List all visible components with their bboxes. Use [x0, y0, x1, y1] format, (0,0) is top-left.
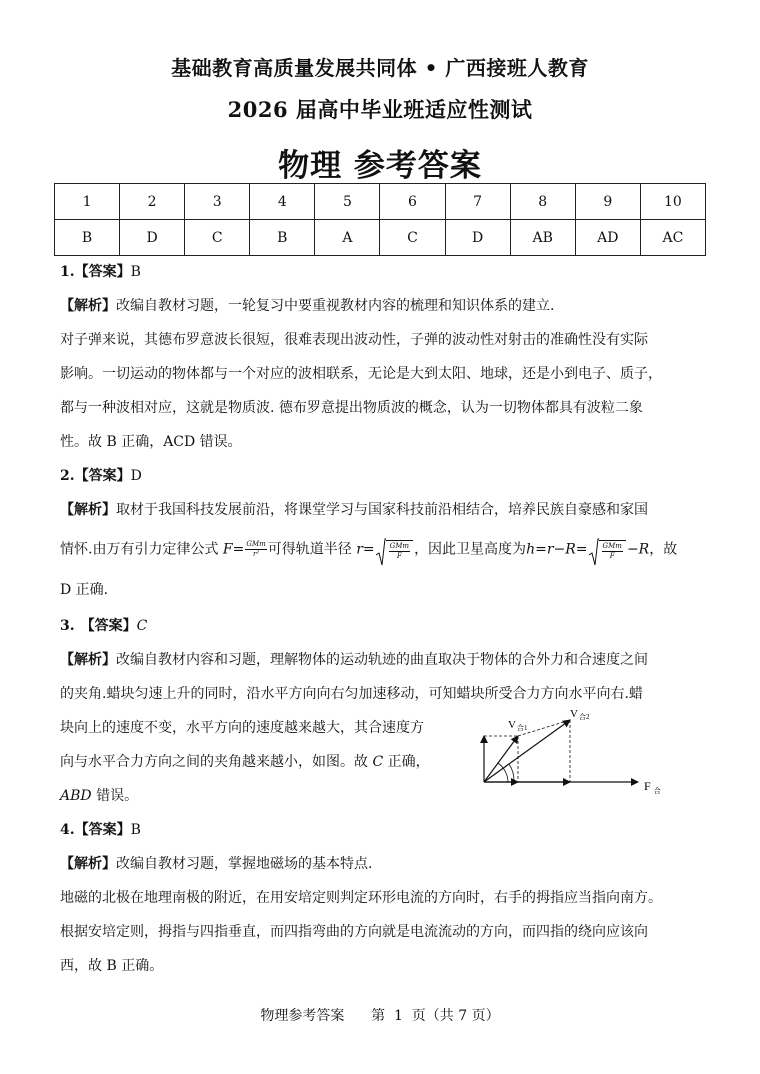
q1-analysis-line-1 — [60, 296, 710, 316]
velocity-vector-diagram — [478, 708, 718, 800]
q3-answer-heading — [60, 616, 710, 636]
q3-answer-value: C — [136, 618, 148, 634]
q2-analysis-tag: 【解析】 — [60, 502, 116, 518]
q1-analysis-tag: 【解析】 — [60, 298, 116, 314]
q2-text-b: 可得轨道半径 — [267, 541, 357, 558]
question-number-cell: 5 — [315, 184, 380, 220]
q3-text-b: 正确， — [383, 754, 430, 770]
q1-number: 1. — [60, 264, 75, 280]
q4-analysis-line-1 — [60, 854, 710, 874]
q2-text-d: ，故 — [649, 541, 678, 558]
page-footer: 物理参考答案 第 1 页（共 7 页） — [260, 1008, 500, 1024]
resultant-velocity-1-arrow — [484, 736, 518, 782]
q2-analysis-line-1 — [60, 500, 710, 520]
exam-title: 2026 届高中毕业班适应性测试 — [227, 97, 533, 122]
q2-sqrt-fraction — [389, 542, 410, 561]
answer-cell: AB — [510, 220, 575, 256]
q2-eq-f: F — [222, 541, 233, 558]
q1-analysis-line-4: 都与一种波相对应，这就是物质波. 德布罗意提出物质波的概念，认为一切物体都具有波粒二象 — [60, 400, 643, 416]
q2-answer-heading — [60, 466, 710, 486]
force-label: F $_合$ — [644, 779, 661, 795]
v1-label: V合1 — [508, 719, 528, 732]
q1-analysis-line-5: 性。故 B 正确，ACD 错误。 — [60, 434, 242, 450]
q2-analysis-text: 取材于我国科技发展前沿，将课堂学习与国家科技前沿相结合，培养民族自豪感和家国 — [116, 502, 648, 518]
question-number-cell: 1 — [55, 184, 120, 220]
q2-analysis-line-3: D 正确. — [60, 582, 109, 598]
q2-number: 2. — [60, 468, 75, 484]
answer-cell: B — [250, 220, 315, 256]
answer-table-answer-row — [55, 220, 706, 256]
answer-cell: D — [120, 220, 185, 256]
q2-eq-sign: = — [232, 541, 245, 558]
q2-answer-tag: 【答案】 — [74, 468, 131, 484]
q3-wrong-options: ABD — [60, 788, 92, 804]
q2-eq-mid: =r−R= — [535, 541, 588, 558]
q1-answer-heading — [60, 262, 710, 282]
answer-table — [54, 183, 706, 256]
q3-analysis-line-1 — [60, 650, 710, 670]
q2-eq-h: h — [526, 541, 536, 558]
question-number-cell: 10 — [640, 184, 705, 220]
q3-text-a: 向与水平合力方向之间的夹角越来越小，如图。故 — [60, 754, 373, 770]
answer-cell: AC — [640, 220, 705, 256]
q2-fraction-gmm-r2 — [245, 540, 266, 559]
q2-eq-minus-r: −R — [626, 541, 650, 558]
question-number-cell: 4 — [250, 184, 315, 220]
q2-answer-value: D — [130, 468, 142, 484]
q3-analysis-tag: 【解析】 — [60, 652, 116, 668]
question-number-cell: 2 — [120, 184, 185, 220]
q2-text-c: ，因此卫星高度为 — [414, 541, 527, 558]
q1-analysis-line-2: 对子弹来说，其德布罗意波长很短，很难表现出波动性，子弹的波动性对射击的准确性没有实际 — [60, 332, 648, 348]
q4-answer-tag: 【答案】 — [74, 822, 131, 838]
answer-table-number-row — [55, 184, 706, 220]
q2-sqrt-radius — [376, 538, 413, 561]
fraction-numerator: GMm — [389, 541, 410, 550]
fraction-numerator: GMm — [246, 540, 266, 548]
q2-sqrt-fraction-2 — [602, 542, 623, 561]
q3-answer-c: C — [372, 754, 384, 770]
q2-analysis-line-2 — [60, 538, 710, 561]
q2-sqrt-height — [589, 538, 626, 561]
answer-cell: A — [315, 220, 380, 256]
q1-answer-value: B — [130, 264, 141, 280]
q1-analysis-text: 改编自教材习题，一轮复习中要重视教材内容的梳理和知识体系的建立. — [116, 298, 555, 314]
fraction-numerator: GMm — [602, 541, 622, 550]
question-number-cell: 3 — [185, 184, 250, 220]
q4-analysis-line-2: 地磁的北极在地理南极的附近，在用安培定则判定环形电流的方向时，右手的拇指应当指向南方。 — [60, 890, 662, 906]
organization-title: 基础教育高质量发展共同体 • 广西接班人教育 — [171, 56, 589, 80]
question-number-cell: 6 — [380, 184, 445, 220]
v2-label: V合2 — [570, 708, 590, 721]
q4-analysis-line-3: 根据安培定则，拇指与四指垂直，而四指弯曲的方向就是电流流动的方向，而四指的绕向应该向 — [60, 924, 648, 940]
answer-cell: C — [380, 220, 445, 256]
q3-answer-tag: 【答案】 — [80, 618, 137, 634]
q3-analysis-line-2: 的夹角.蜡块匀速上升的同时，沿水平方向向右匀加速移动，可知蜡块所受合力方向水平向右.蜡 — [60, 686, 643, 702]
q2-eq-r: r — [356, 541, 363, 558]
q3-analysis-line-3: 块向上的速度不变，水平方向的速度越来越大，其合速度方 — [60, 720, 424, 736]
answer-cell: B — [55, 220, 120, 256]
question-number-cell: 8 — [510, 184, 575, 220]
radical-sign-icon — [589, 538, 599, 566]
q1-analysis-line-3: 影响。一切运动的物体都与一个对应的波相联系，无论是大到太阳、地球，还是小到电子、质子， — [60, 366, 662, 382]
q1-answer-tag: 【答案】 — [74, 264, 131, 280]
question-number-cell: 7 — [445, 184, 510, 220]
q4-number: 4. — [60, 822, 75, 838]
question-number-cell: 9 — [575, 184, 640, 220]
answer-cell: C — [185, 220, 250, 256]
q3-number: 3. — [60, 618, 75, 634]
q3-analysis-text: 改编自教材内容和习题，理解物体的运动轨迹的曲直取决于物体的合外力和合速度之间 — [116, 652, 648, 668]
angle-arc-2 — [509, 764, 514, 782]
radical-sign-icon — [376, 538, 386, 566]
fraction-denominator: F — [396, 551, 402, 560]
q2-eq-sign-2: = — [362, 541, 375, 558]
fraction-denominator: F — [609, 551, 615, 560]
q4-answer-heading — [60, 820, 710, 840]
document-title: 物理 参考答案 — [278, 148, 482, 184]
q4-analysis-tag: 【解析】 — [60, 856, 116, 872]
answer-cell: AD — [575, 220, 640, 256]
q4-analysis-line-4: 西，故 B 正确。 — [60, 958, 164, 974]
q2-text-a: 情怀.由万有引力定律公式 — [60, 541, 223, 558]
q4-answer-value: B — [130, 822, 141, 838]
fraction-denominator: r² — [252, 550, 260, 558]
answer-cell: D — [445, 220, 510, 256]
q4-analysis-text: 改编自教材习题，掌握地磁场的基本特点. — [116, 856, 373, 872]
q3-text-c: 错误。 — [91, 788, 139, 804]
